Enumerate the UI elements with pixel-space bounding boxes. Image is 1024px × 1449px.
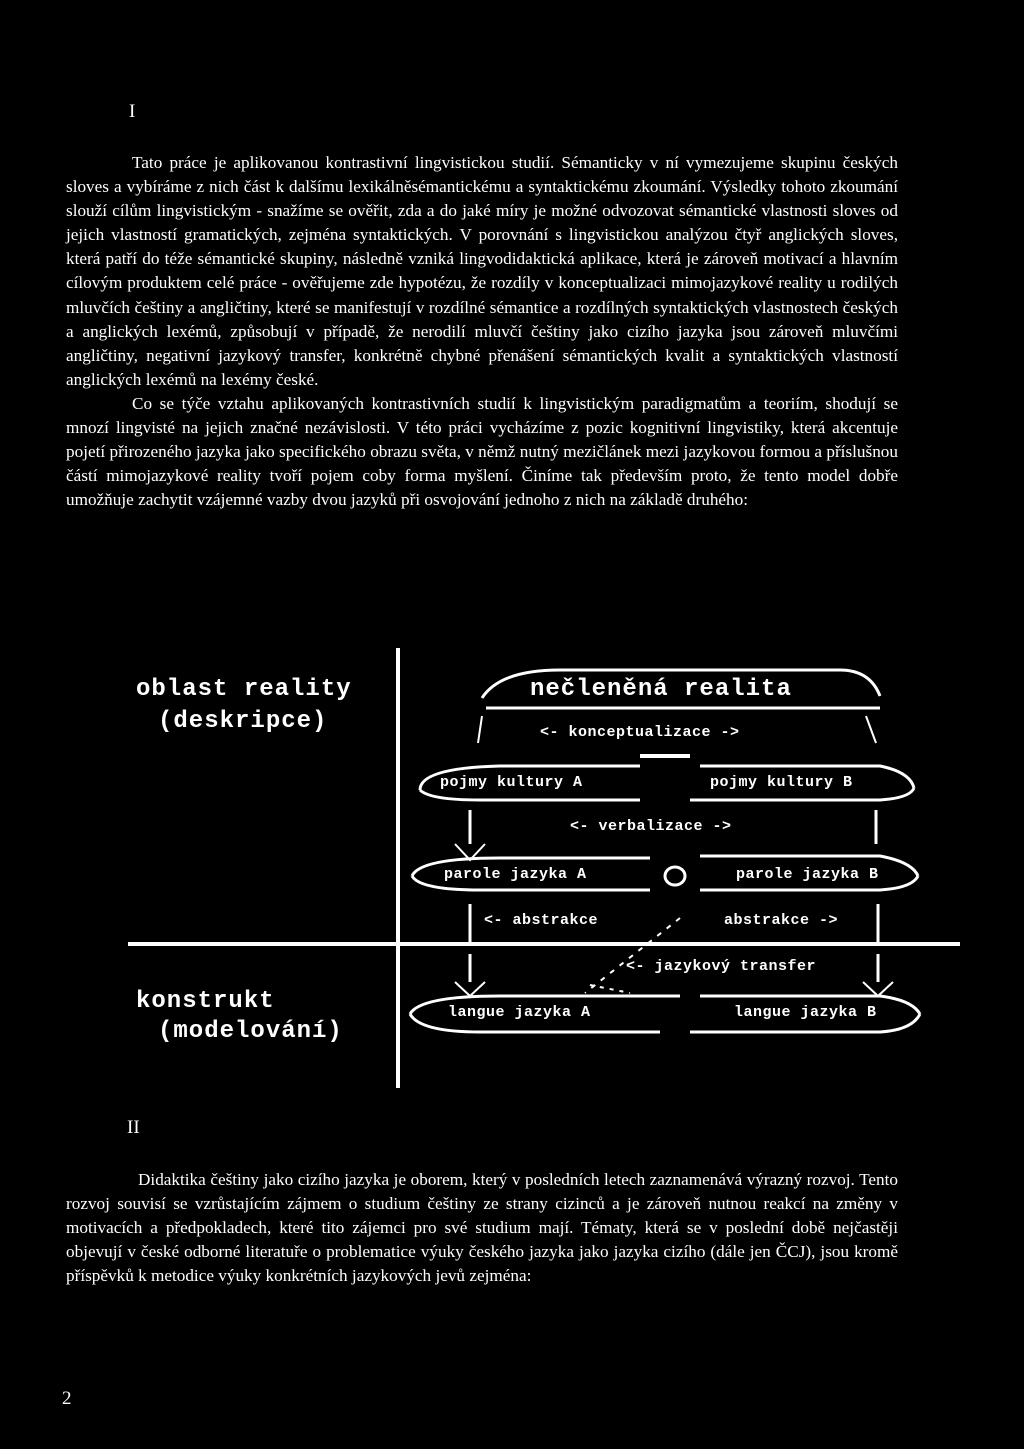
parole-a-label: parole jazyka A xyxy=(444,866,587,883)
abstraction-left-label: <- abstrakce xyxy=(484,912,599,929)
left-bottom-label-1: konstrukt xyxy=(136,988,275,1015)
section-1-text xyxy=(66,151,898,512)
page-number: 2 xyxy=(62,1388,72,1409)
paragraph: Tato práce je aplikovanou kontrastivní lingvistickou studií. Sémanticky v ní vymezujeme skupinu českých sloves a vybíráme z nich část k dalšímu lexikálněsémantickému a syntaktickému zkoumání. Výsledky tohoto zkoumání slouží cílům lingvistickým - snažíme se ověřit, zda a do jaké míry je možné odvozovat sémantické vlastnosti sloves od jejich vlastností gramatických, zejména syntaktických. V porovnání s lingvistickou analýzou čtyř anglických sloves, která patří do téže sémantické skupiny, následně vzniká lingvodidaktická aplikace, která je zároveň motivací a hlavním cílovým produktem celé práce - ověřujeme zde hypotézu, že rozdíly v konceptualizaci mimojazykové reality u rodilých mluvčích češtiny a angličtiny, které se manifestují v rozdílné sémantice a rozdílných syntaktických vlastnostech českých a anglických lexémů, způsobují v případě, že nerodilí mluvčí češtiny jako cizího jazyka jsou zároveň mluvčími angličtiny, negativní jazykový transfer, konkrétně chybné přenášení sémantických kvalit a syntaktických vlastností anglických lexémů na lexémy české. xyxy=(66,153,898,389)
langue-b-label: langue jazyka B xyxy=(734,1004,877,1021)
section-2-number: II xyxy=(127,1117,140,1138)
left-bottom-label-2: (modelování) xyxy=(158,1018,343,1045)
left-top-label-1: oblast reality xyxy=(136,676,352,703)
langue-a-label: langue jazyka A xyxy=(448,1004,591,1021)
section-2-text xyxy=(66,1168,898,1288)
concepts-b-label: pojmy kultury B xyxy=(710,774,853,791)
conceptualization-label: <- konceptualizace -> xyxy=(540,724,740,741)
parole-b-label: parole jazyka B xyxy=(736,866,879,883)
concepts-a-label: pojmy kultury A xyxy=(440,774,583,791)
section-1-number: I xyxy=(129,101,136,122)
verbalization-label: <- verbalizace -> xyxy=(570,818,732,835)
transfer-label: <- jazykový transfer xyxy=(626,958,817,975)
diagram xyxy=(0,648,1024,1088)
abstraction-right-label: abstrakce -> xyxy=(724,912,839,929)
left-top-label-2: (deskripce) xyxy=(158,708,328,735)
paragraph: Co se týče vztahu aplikovaných kontrastivních studií k lingvistickým paradigmatům a teoriím, shodují se mnozí lingvisté na jejich značné nezávislosti. V této práci vycházíme z pozic kognitivní lingvistiky, která akcentuje pojetí přirozeného jazyka jako specifického obrazu světa, v němž nutný mezičlánek mezi jazykovou formou a příslušnou částí mimojazykové reality tvoří pojem coby forma myšlení. Činíme tak především proto, že tento model dobře umožňuje zachytit vzájemné vazby dvou jazyků při osvojování jednoho z nich na základě druhého: xyxy=(66,393,898,510)
unsegmented-reality-label: nečleněná realita xyxy=(530,676,792,703)
paragraph: Didaktika češtiny jako cizího jazyka je oborem, který v posledních letech zaznamenává výrazný rozvoj. Tento rozvoj souvisí se vzrůstajícím zájmem o studium češtiny ze strany cizinců a je zároveň nutnou reakcí na změny v motivacích a předpokladech, které tito zájemci pro své studium mají. Tématy, která se v poslední době nejčastěji objevují v české odborné literatuře o problematice výuky českého jazyka jako jazyka cizího (dále jen ČCJ), jsou kromě příspěvků k metodice výuky konkrétních jazykových jevů zejména: xyxy=(66,1170,898,1286)
